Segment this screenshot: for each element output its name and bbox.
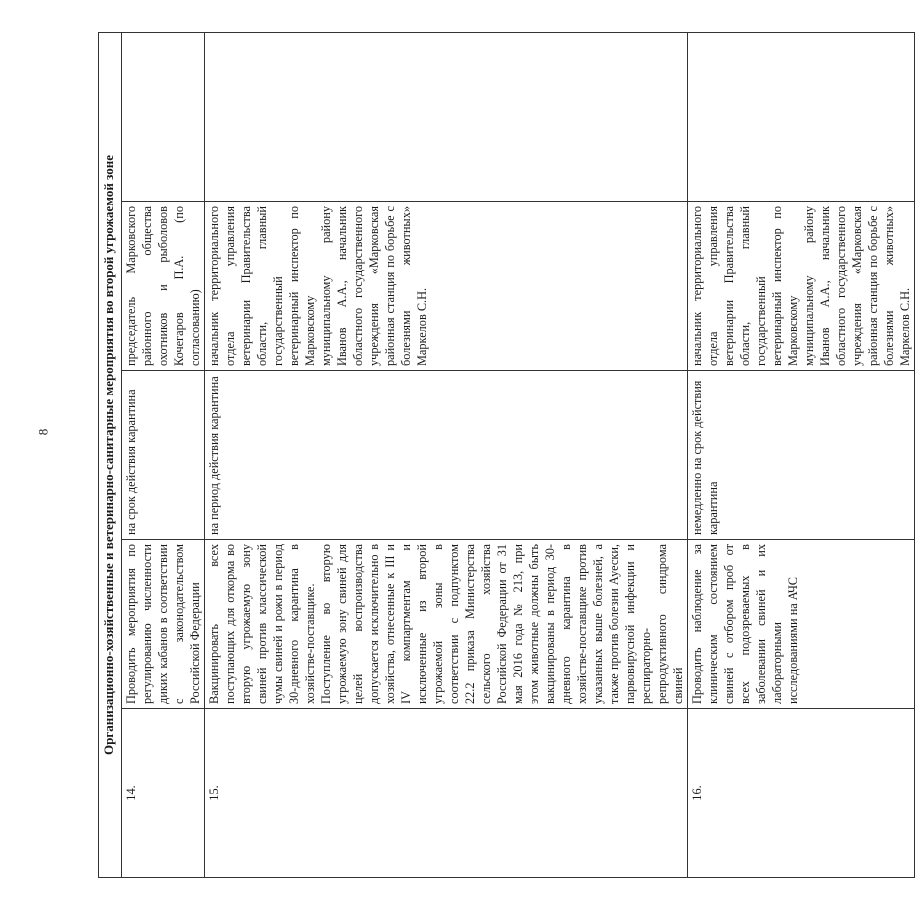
extra-cell: [205, 33, 688, 202]
responsible-text: председатель Марковского районного общества охотников и рыболовов Кочегаров П.А. (по согласованию): [122, 202, 205, 371]
extra-cell: [122, 33, 205, 202]
page-number: 8: [35, 428, 51, 436]
extra-cell: [688, 33, 915, 202]
term-text: немедленно на срок действия карантина: [688, 371, 915, 540]
row-number: 14.: [122, 709, 205, 878]
measures-table: [98, 32, 915, 878]
measure-text: Вакцинировать всех поступающих для откорма во вторую угрожаемую зону свиней против классической чумы свиней и рожи в период 30-дневного карантина в хозяйстве-поставщике. Поступление во вторую угрожаемую зону свиней для целей воспроизводства допускается исключительно в хозяйства, отнесенные к III и IV компартментам и исключенные из второй угрожаемой зоны в соответствии с подпунктом 22.2 приказа Министерства сельского хозяйства Российской Федерации от 31 мая 2016 года № 213, при этом животные должны быть вакцинированы в период 30-дневного карантина в хозяйстве-поставщике против указанных выше болезней, а также против болезни Ауески, парвовирусной инфекции и респираторно-репродуктивного синдрома свиней: [205, 540, 688, 709]
section-header-row: [99, 33, 122, 878]
term-text: на период действия карантина: [205, 371, 688, 540]
row-number: 15.: [205, 709, 688, 878]
rotated-table-wrapper: [98, 32, 912, 878]
table-row: [122, 33, 205, 878]
table-row: [688, 33, 915, 878]
measure-text: Проводить мероприятия по регулированию численности диких кабанов в соответствии с законодательством Российской Федерации: [122, 540, 205, 709]
row-number: 16.: [688, 709, 915, 878]
section-title: Организационно-хозяйственные и ветеринарно-санитарные мероприятия во второй угрожаемой зоне: [99, 33, 122, 878]
term-text: на срок действия карантина: [122, 371, 205, 540]
table-row: [205, 33, 688, 878]
responsible-text: начальник территориального отдела управления ветеринарии Правительства области, главный государственный ветеринарный инспектор по Марковскому муниципальному району Иванов А.А., начальник областного государственного учреждения «Марковская районная станция по борьбе с болезнями животных» Маркелов С.Н.: [688, 202, 915, 371]
measure-text: Проводить наблюдение за клиническим состоянием свиней с отбором проб от всех подозреваемых в заболевании свиней и их лабораторными исследованиями на АЧС: [688, 540, 915, 709]
responsible-text: начальник территориального отдела управления ветеринарии Правительства области, главный государственный ветеринарный инспектор по Марковскому муниципальному району Иванов А.А., начальник областного государственного учреждения «Марковская районная станция по борьбе с болезнями животных» Маркелов С.Н.: [205, 202, 688, 371]
